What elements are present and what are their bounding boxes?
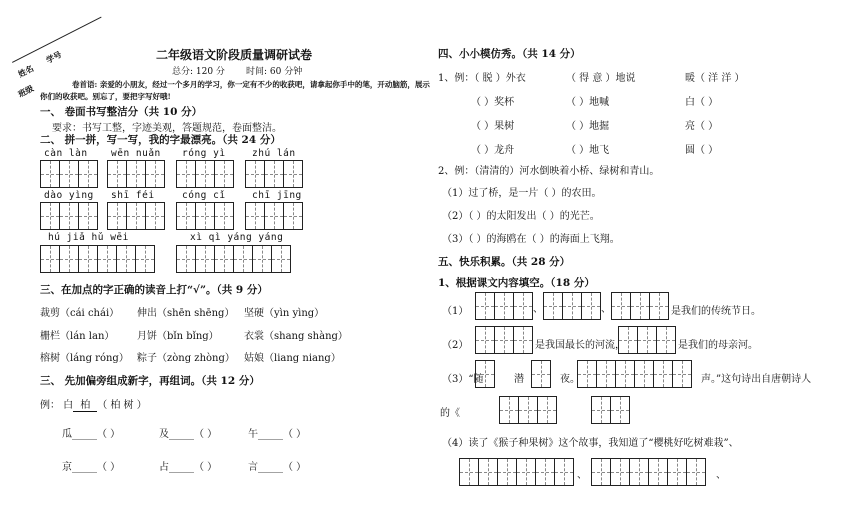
writing-grid[interactable] bbox=[40, 245, 155, 273]
pinyin-label: shī féi bbox=[111, 190, 155, 201]
page-title: 二年级语文阶段质量调研试卷 bbox=[156, 48, 313, 62]
reading-item[interactable]: 裁剪（cái chái） bbox=[40, 308, 120, 319]
imitate-example: 2、例：（清清的）河水倒映着小桥、绿树和青山。 bbox=[438, 166, 660, 177]
radical-item[interactable]: 言_____（ ） bbox=[248, 462, 307, 473]
pinyin-label: róng yì bbox=[182, 148, 226, 159]
reading-item[interactable]: 衣裳（shang shàng） bbox=[244, 331, 348, 342]
question-text: （3）“随 bbox=[442, 374, 484, 385]
reading-item[interactable]: 姑娘（liang niang） bbox=[244, 353, 341, 364]
section-2-heading: 二、 拼一拼，写一写，我的字最漂亮。（共 24 分） bbox=[40, 134, 281, 146]
writing-grid[interactable] bbox=[618, 326, 676, 354]
fill-sentence[interactable]: （2）（ ）的太阳发出（ ）的光芒。 bbox=[442, 211, 600, 222]
separator: 、 bbox=[601, 304, 611, 315]
imitate-item[interactable]: （ ）龙舟 bbox=[471, 145, 515, 156]
radical-item[interactable]: 京_____（ ） bbox=[62, 462, 121, 473]
writing-grid[interactable] bbox=[107, 160, 165, 188]
pinyin-label: zhú lán bbox=[252, 148, 296, 159]
writing-grid[interactable] bbox=[543, 292, 601, 320]
radical-item[interactable]: 及_____（ ） bbox=[159, 429, 218, 440]
reading-item[interactable]: 月饼（bǐn bǐng） bbox=[137, 331, 219, 342]
section-4-heading: 三、 先加偏旁组成新字，再组词。（共 12 分） bbox=[40, 375, 260, 387]
section-6-subheading: 1、根据课文内容填空。（18 分） bbox=[438, 277, 595, 289]
pinyin-label: dào yìng bbox=[44, 190, 94, 201]
reading-item[interactable]: 榕树（láng róng） bbox=[40, 353, 129, 364]
pinyin-label: chī jīng bbox=[252, 190, 302, 201]
example-answer: 柏 bbox=[73, 396, 97, 412]
separator: 、 bbox=[716, 470, 726, 481]
pinyin-label: càn làn bbox=[44, 148, 88, 159]
fill-sentence[interactable]: （3）（ ）的海鸥在（ ）的海面上飞翔。 bbox=[442, 234, 620, 245]
question-text: 声。”这句诗出自唐朝诗人 bbox=[701, 374, 812, 385]
separator: 、 bbox=[577, 470, 587, 481]
question-label: （1） bbox=[442, 306, 469, 317]
imitate-item[interactable]: 暖（ 洋 洋 ） bbox=[685, 73, 745, 84]
radical-item[interactable]: 瓜_____（ ） bbox=[62, 429, 121, 440]
writing-grid[interactable] bbox=[176, 202, 234, 230]
separator: 、 bbox=[533, 304, 543, 315]
fill-text: 是我们的传统节日。 bbox=[671, 306, 761, 317]
imitate-item[interactable]: （ ）果树 bbox=[471, 121, 515, 132]
intro-text-1: 卷首语: 亲爱的小朋友，经过一个多月的学习，你一定有不少的收获吧，请拿起你手中的笔，开动脑筋，展示 bbox=[72, 80, 430, 89]
reading-item[interactable]: 栅栏（lán lan） bbox=[40, 331, 115, 342]
pinyin-label: cóng cǐ bbox=[182, 190, 226, 201]
score-info: 总分: 120 分 bbox=[172, 67, 225, 77]
writing-grid[interactable] bbox=[531, 360, 551, 388]
writing-grid[interactable] bbox=[475, 326, 533, 354]
imitate-item[interactable]: 白（ ） bbox=[685, 97, 719, 108]
writing-grid[interactable] bbox=[611, 292, 669, 320]
section-5-heading: 四、小小模仿秀。（共 14 分） bbox=[438, 48, 581, 60]
writing-grid[interactable] bbox=[245, 160, 303, 188]
writing-grid[interactable] bbox=[40, 202, 98, 230]
reading-item[interactable]: 粽子（zòng zhòng） bbox=[137, 353, 235, 364]
example-prefix: 例： 白 bbox=[40, 400, 74, 411]
writing-grid[interactable] bbox=[245, 202, 303, 230]
question-text: （4）读了《猴子种果树》这个故事，我知道了“樱桃好吃树难栽”、 bbox=[442, 438, 739, 449]
binding-number-label: 学号 bbox=[44, 48, 64, 66]
imitate-item[interactable]: 1、例：（ 脱 ）外衣 bbox=[438, 73, 526, 84]
imitate-item[interactable]: （ ）奖杯 bbox=[471, 97, 515, 108]
pinyin-label: xì qì yáng yáng bbox=[190, 232, 284, 243]
binding-name-label: 姓名 bbox=[16, 62, 36, 80]
fill-sentence[interactable]: （1）过了桥，是一片（ ）的农田。 bbox=[442, 188, 602, 199]
writing-grid[interactable] bbox=[475, 292, 533, 320]
example-line bbox=[40, 396, 147, 412]
reading-item[interactable]: 伸出（shēn shēng） bbox=[137, 308, 235, 319]
writing-grid[interactable] bbox=[591, 458, 706, 486]
question-label: （2） bbox=[442, 340, 469, 351]
section-6-heading: 五、快乐积累。（共 28 分） bbox=[438, 256, 571, 268]
fill-text: 是我国最长的河流， bbox=[535, 340, 625, 351]
writing-grid[interactable] bbox=[577, 360, 692, 388]
imitate-item[interactable]: 亮（ ） bbox=[685, 121, 719, 132]
question-text: 潜 bbox=[514, 374, 524, 385]
pinyin-label: hú jiǎ hǔ wēi bbox=[48, 232, 129, 243]
imitate-item[interactable]: （ ）地喊 bbox=[566, 97, 610, 108]
time-info: 时间: 60 分钟 bbox=[246, 67, 303, 77]
writing-grid[interactable] bbox=[176, 245, 291, 273]
imitate-item[interactable]: （ ）地掘 bbox=[566, 121, 610, 132]
section-1-requirement: 要求：书写工整，字迹美观，答题规范，卷面整洁。 bbox=[52, 123, 282, 134]
intro-text-2: 你们的收获吧。别忘了，要把字写好哦! bbox=[40, 92, 171, 101]
writing-grid[interactable] bbox=[591, 396, 630, 424]
pinyin-label: wēn nuǎn bbox=[111, 148, 161, 159]
writing-grid[interactable] bbox=[499, 396, 557, 424]
imitate-item[interactable]: （ 得 意 ）地说 bbox=[566, 73, 636, 84]
writing-grid[interactable] bbox=[107, 202, 165, 230]
section-1-heading: 一、 卷面书写整洁分（共 10 分） bbox=[40, 106, 203, 118]
imitate-item[interactable]: （ ）地飞 bbox=[566, 145, 610, 156]
example-rest: （ 柏 树 ） bbox=[97, 400, 147, 411]
writing-grid[interactable] bbox=[40, 160, 98, 188]
radical-item[interactable]: 占_____（ ） bbox=[159, 462, 218, 473]
writing-grid[interactable] bbox=[459, 458, 574, 486]
writing-grid[interactable] bbox=[475, 360, 495, 388]
fill-text: 是我们的母亲河。 bbox=[678, 340, 758, 351]
reading-item[interactable]: 坚硬（yìn yìng） bbox=[244, 308, 325, 319]
binding-class-label: 班级 bbox=[16, 82, 36, 100]
question-text: 的《 bbox=[440, 408, 460, 419]
section-3-heading: 三、在加点的字正确的读音上打“√”。（共 9 分） bbox=[40, 284, 268, 296]
imitate-item[interactable]: 圆（ ） bbox=[685, 145, 719, 156]
writing-grid[interactable] bbox=[176, 160, 234, 188]
radical-item[interactable]: 午_____（ ） bbox=[248, 429, 307, 440]
question-text: 夜。 bbox=[560, 374, 580, 385]
